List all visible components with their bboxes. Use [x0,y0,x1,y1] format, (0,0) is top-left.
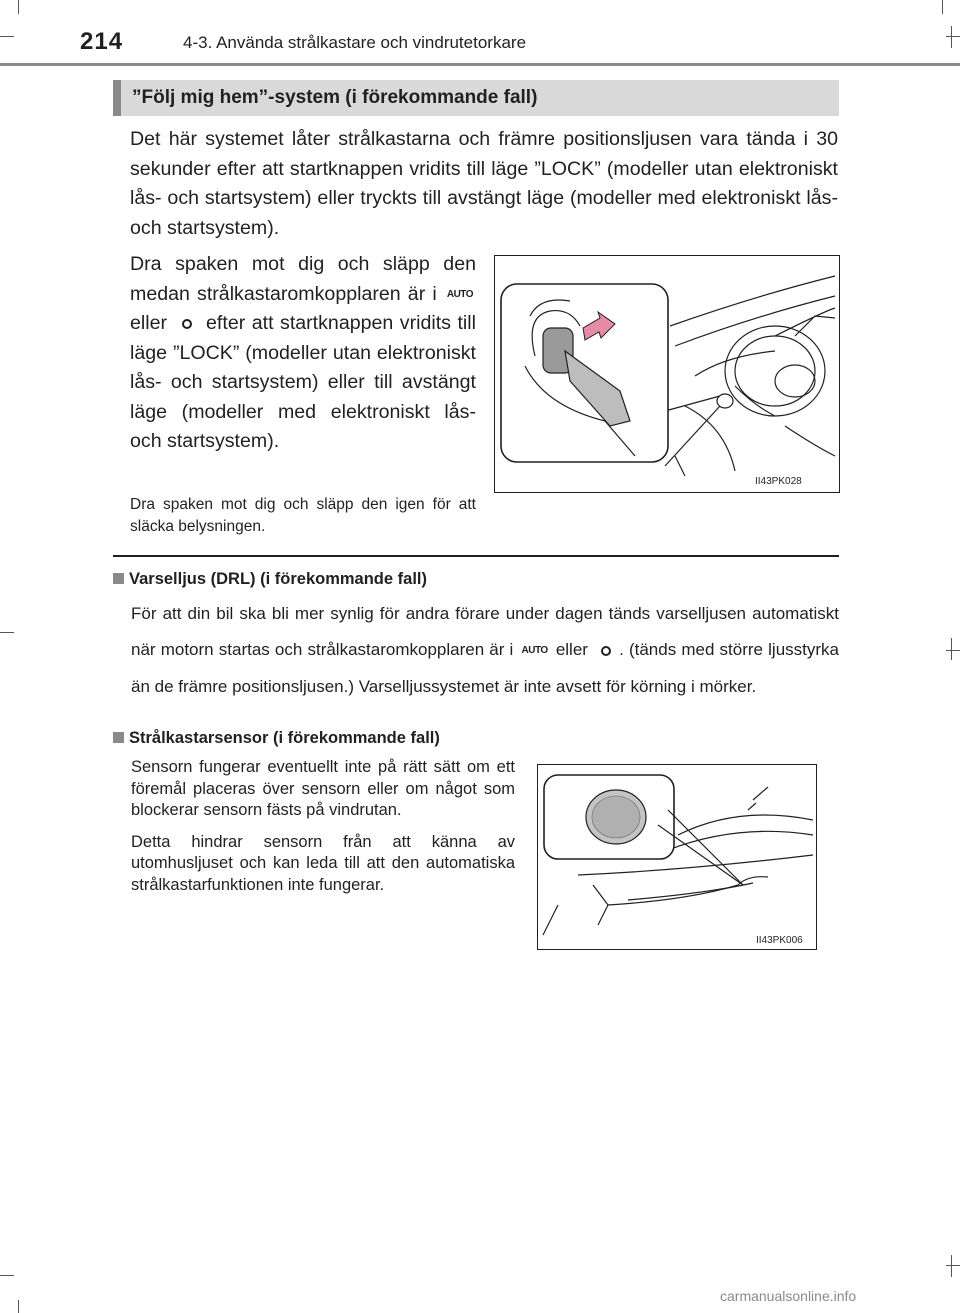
figure-code-1: II43PK028 [755,476,802,487]
instruction-text-a: Dra spaken mot dig och släpp den medan strålkastaromkopplaren är i [130,253,476,305]
bullet-square-icon [113,732,124,743]
section-divider [113,555,839,557]
drl-text-a: För att din bil ska bli mer synlig för andra förare under dagen tänds varselljusen automatiskt när motorn startas och strålkastaromkopplaren är i [131,604,839,659]
crop-mark [0,36,14,37]
sensor-paragraph-2: Detta hindrar sensorn från att känna av utomhusljuset och kan leda till att den automatiska strålkastarfunktionen inte fungerar. [131,832,515,894]
instruction-paragraph [130,250,476,457]
crop-mark [0,1275,14,1276]
intro-paragraph: Det här systemet låter strålkastarna och främre positionsljusen vara tända i 30 sekunder efter att startknappen vridits till läge ”LOCK” (modeller utan elektroniskt lås- och startsystem) eller tryckts till avstängt läge (modeller med elektroniskt lås- och startsystem). [130,128,838,239]
drl-heading-text: Varselljus (DRL) (i förekommande fall) [129,570,427,588]
crop-mark [946,36,960,37]
figure-code-2: II43PK006 [756,935,803,946]
headlight-icon [182,319,192,329]
sensor-heading [113,729,440,748]
chapter-title: 4-3. Använda strålkastare och vindrutetorkare [183,33,527,52]
instruction-or: eller [130,312,168,335]
crop-mark [951,638,952,660]
headlight-icon [601,646,611,656]
crop-mark [951,26,952,48]
crop-mark [18,0,19,14]
drl-text-b: . (tänds med större ljusstyrka än de främre positionsljusen.) Varselljussystemet är inte avsett för körning i mörker. [131,640,840,696]
instruction-note: Dra spaken mot dig och släpp den igen för att släcka belysningen. [130,496,476,535]
header-rule [0,63,960,66]
lever-figure-svg [495,256,839,492]
drl-paragraph [131,596,839,705]
crop-mark [0,632,14,633]
auto-light-icon: AUTO [446,288,473,300]
instruction-text-b: efter att startknappen vridits till läge ”LOCK” (modeller utan elektroniskt lås- och startsystem) eller till avstängt läge (modeller med elektroniskt lås- och startsystem). [130,312,476,453]
bullet-square-icon [113,573,124,584]
crop-mark [946,1265,960,1266]
drl-heading [113,570,427,589]
sensor-heading-text: Strålkastarsensor (i förekommande fall) [129,729,440,747]
section-title: ”Följ mig hem”-system (i förekommande fall) [132,87,538,108]
lever-illustration [494,255,840,493]
drl-text-or: eller [555,640,588,659]
sensor-figure-svg [538,765,816,949]
sensor-illustration [537,764,817,950]
crop-mark [946,650,960,651]
crop-mark [18,1300,19,1313]
crop-mark [942,0,943,14]
sensor-paragraph-1: Sensorn fungerar eventuellt inte på rätt sätt om ett föremål placeras över sensorn eller om något som blockerar sensorn fästs på vindrutan. [131,758,515,819]
crop-mark [951,1255,952,1277]
page-number: 214 [80,28,124,55]
sensor-text [131,757,515,906]
footer-watermark: carmanualsonline.info [720,1288,857,1304]
auto-light-icon: AUTO [521,644,548,656]
